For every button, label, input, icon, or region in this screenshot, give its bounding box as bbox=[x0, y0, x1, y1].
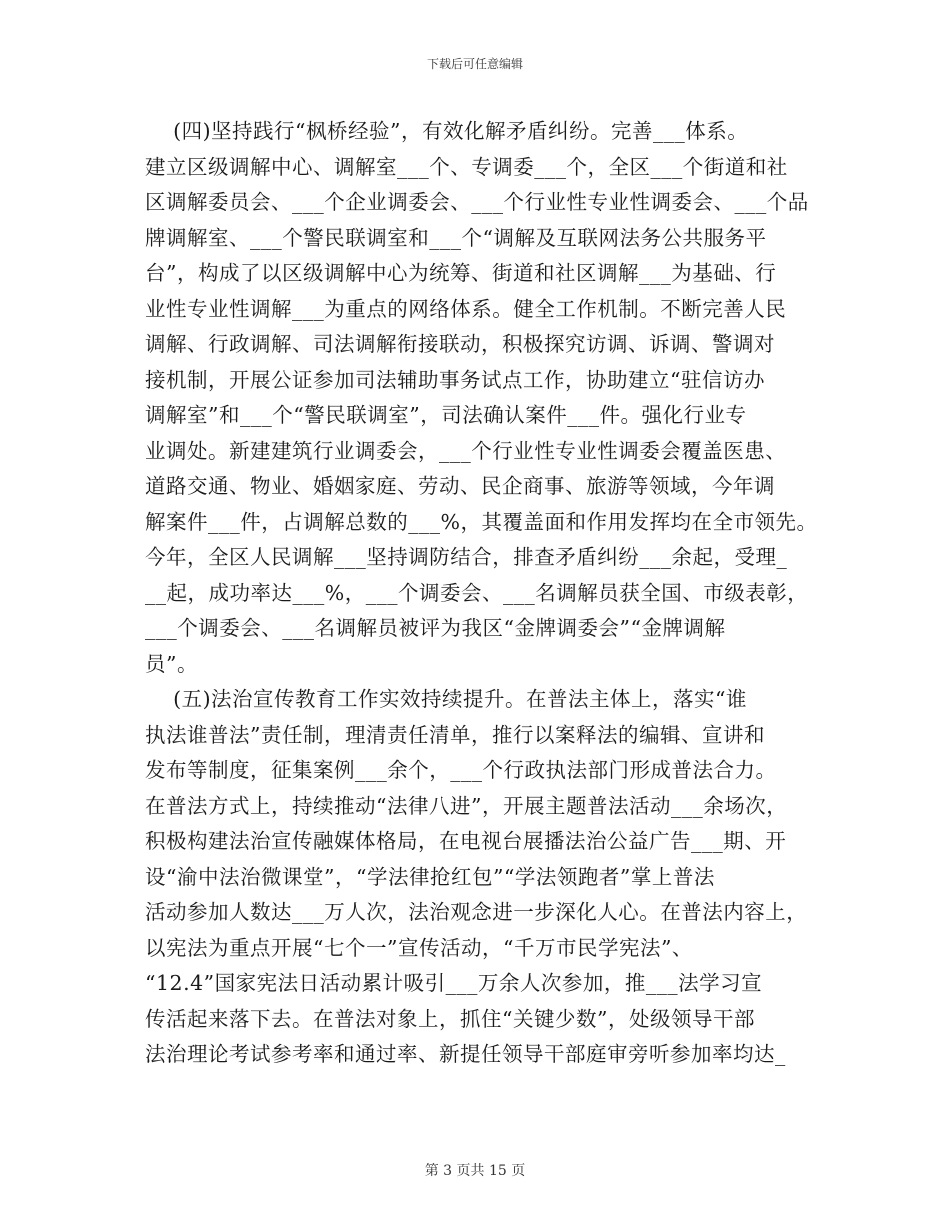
text-line: 发布等制度，征集案例___余个，___个行政执法部门形成普法合力。 bbox=[145, 758, 777, 782]
text-line: 业性专业性调解___为重点的网络体系。健全工作机制。不断完善人民 bbox=[145, 296, 787, 321]
text-line: 业调处。新建建筑行业调委会，___个行业性专业性调委会覆盖医患、 bbox=[145, 438, 787, 463]
text-line: 今年，全区人民调解___坚持调防结合，排查矛盾纠纷___余起，受理_ bbox=[145, 545, 788, 569]
document-body bbox=[145, 114, 818, 1073]
text-line: “12.4”国家宪法日活动累计吸引___万余人次参加，推___法学习宣 bbox=[145, 971, 763, 995]
text-line: ___个调委会、___名调解员被评为我区“金牌调委会”“金牌调解 bbox=[145, 616, 726, 640]
text-line: 牌调解室、___个警民联调室和___个“调解及互联网法务公共服务平 bbox=[145, 225, 767, 250]
page-footer: 第 3 页共 15 页 bbox=[424, 1163, 526, 1179]
text-line: 道路交通、物业、婚姻家庭、劳动、民企商事、旅游等领域，今年调 bbox=[145, 474, 775, 498]
text-line: 员”。 bbox=[145, 651, 198, 676]
text-line: 在普法方式上，持续推动“法律八进”，开展主题普法活动___余场次， bbox=[145, 793, 788, 818]
text-line: (四)坚持践行“枫桥经验”，有效化解矛盾纠纷。完善___体系。 bbox=[145, 119, 749, 143]
text-line: 解案件___件，占调解总数的___%，其覆盖面和作用发挥均在全市领先。 bbox=[145, 509, 818, 534]
text-line: 积极构建法治宣传融媒体格局，在电视台展播法治公益广告___期、开 bbox=[145, 829, 787, 853]
text-line: 建立区级调解中心、调解室___个、专调委___个，全区___个街道和社 bbox=[145, 154, 788, 179]
text-line: 调解、行政调解、司法调解衔接联动，积极探究访调、诉调、警调对 bbox=[145, 332, 775, 356]
text-line: 执法谁普法”责任制，理清责任清单，推行以案释法的编辑、宣讲和 bbox=[145, 722, 765, 747]
text-line: 台”，构成了以区级调解中心为统筹、街道和社区调解___为基础、行 bbox=[145, 261, 777, 285]
text-line: 以宪法为重点开展“七个一”宣传活动，“千万市民学宪法”、 bbox=[145, 935, 693, 960]
text-line: (五)法治宣传教育工作实效持续提升。在普法主体上，落实“谁 bbox=[145, 687, 748, 711]
text-line: 区调解委员会、___个企业调委会、___个行业性专业性调委会、___个品 bbox=[145, 190, 809, 214]
text-line: 设“渝中法治微课堂”，“学法律抢红包”“学法领跑者”掌上普法 bbox=[145, 864, 715, 889]
text-line: 传活起来落下去。在普法对象上，抓住“关键少数”，处级领导干部 bbox=[145, 1006, 755, 1031]
text-line: __起，成功率达___%，___个调委会、___名调解员获全国、市级表彰， bbox=[145, 580, 809, 605]
text-line: 法治理论考试参考率和通过率、新提任领导干部庭审旁听参加率均达_ bbox=[145, 1042, 786, 1066]
text-line: 调解室”和___个“警民联调室”，司法确认案件___件。强化行业专 bbox=[145, 403, 747, 427]
text-line: 接机制，开展公证参加司法辅助事务试点工作，协助建立“驻信访办 bbox=[145, 367, 765, 392]
page-header: 下载后可任意编辑 bbox=[426, 57, 523, 71]
text-line: 活动参加人数达___万人次，法治观念进一步深化人心。在普法内容上， bbox=[145, 900, 808, 924]
